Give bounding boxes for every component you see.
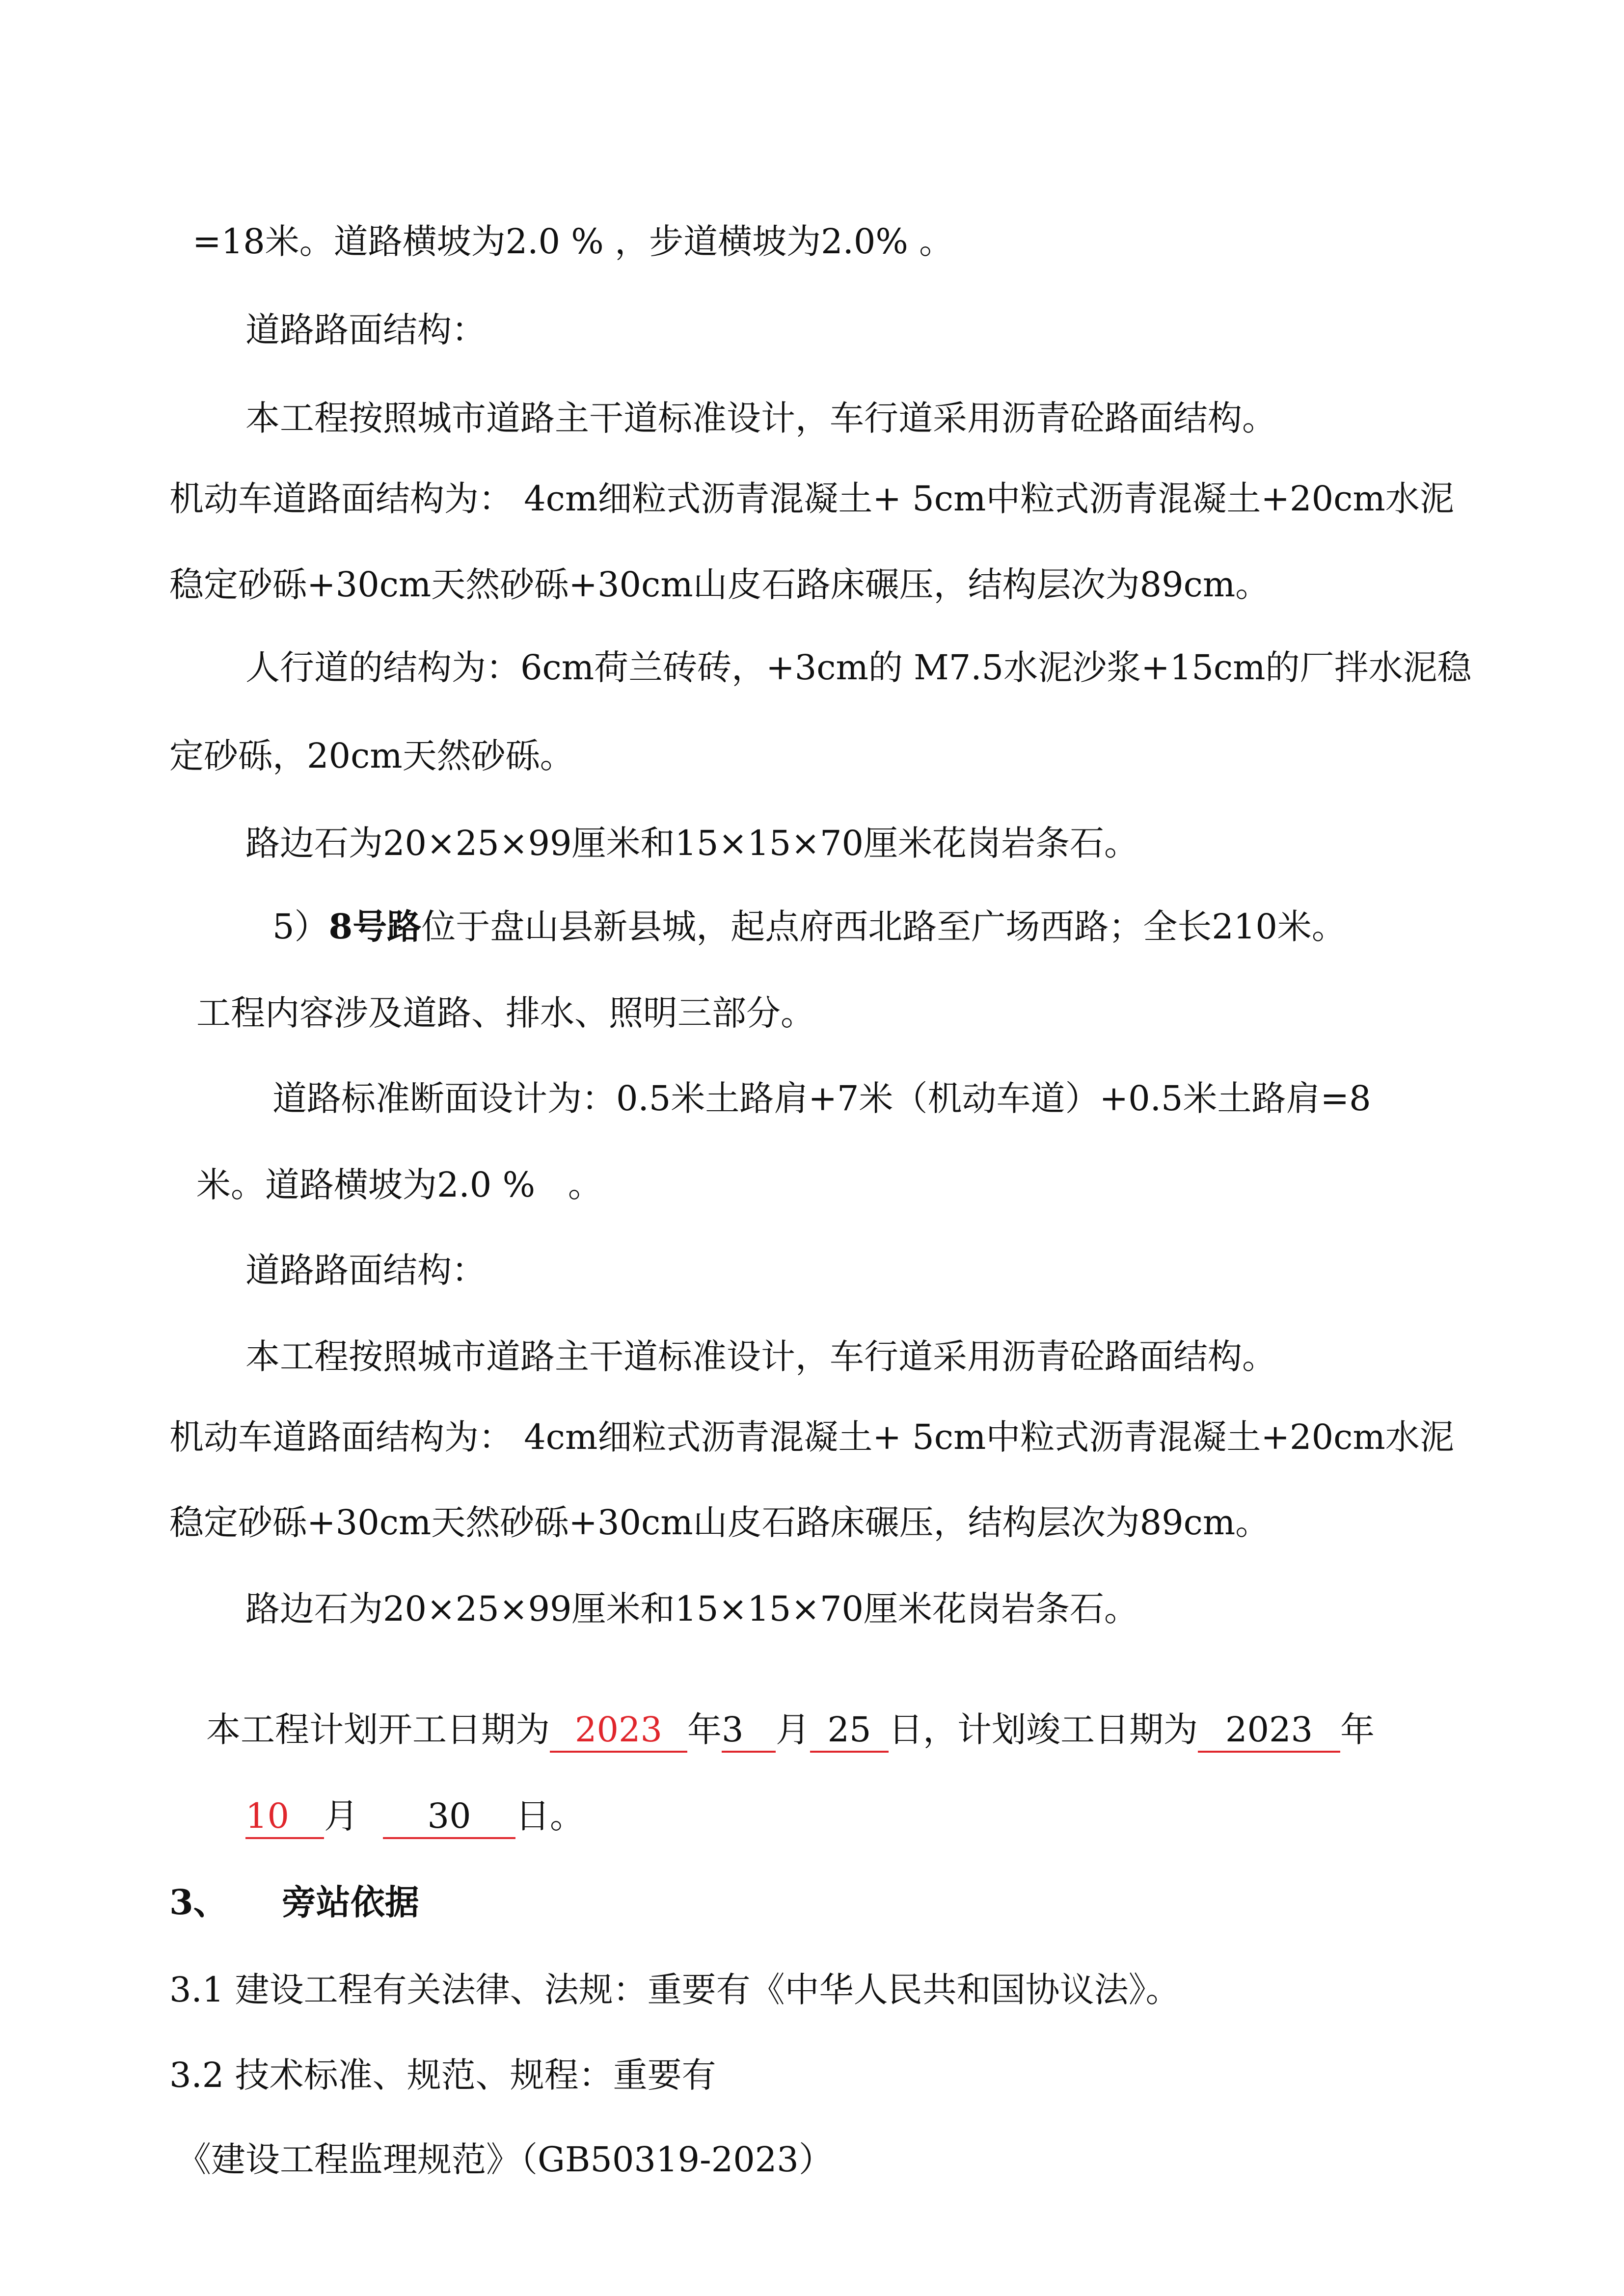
- paragraph-cross-section-cont: 米。道路横坡为2.0 % 。: [196, 1165, 602, 1205]
- section-3-item-3: 《建设工程监理规范》（GB50319-2023）: [177, 2139, 833, 2180]
- paragraph-cross-slope: =18米。道路横坡为2.0 % ，步道横坡为2.0% 。: [192, 221, 954, 262]
- end-day-char: 日。: [515, 1796, 584, 1836]
- schedule-end-label: 日，计划竣工日期为: [889, 1709, 1198, 1750]
- paragraph-sidewalk-structure: 人行道的结构为：6cm荷兰砖砖，+3cm的 M7.5水泥沙浆+15cm的厂拌水泥稳: [245, 647, 1472, 688]
- end-day-field: 30: [383, 1795, 515, 1839]
- schedule-line-2: [245, 1792, 584, 1840]
- end-month-char: 月: [324, 1796, 358, 1836]
- section-title: 旁站依据: [281, 1882, 419, 1922]
- section-number: 3、: [169, 1882, 228, 1922]
- heading-pavement-structure: 道路路面结构：: [245, 310, 486, 350]
- paragraph-curbstone-2: 路边石为20×25×99厘米和15×15×70厘米花岗岩条石。: [245, 1589, 1139, 1629]
- end-year-field: 2023: [1198, 1709, 1340, 1753]
- paragraph-curbstone: 路边石为20×25×99厘米和15×15×70厘米花岗岩条石。: [245, 823, 1139, 863]
- year-char: 年: [687, 1709, 722, 1750]
- paragraph-motor-lane-structure-cont: 稳定砂砾+30cm天然砂砾+30cm山皮石路床碾压，结构层次为89cm。: [169, 564, 1270, 605]
- paragraph-cross-section: 道路标准断面设计为：0.5米土路肩+7米（机动车道）+0.5米土路肩=8: [272, 1078, 1371, 1119]
- start-year-field: 2023: [550, 1709, 687, 1753]
- start-month-field: 3: [722, 1709, 776, 1753]
- paragraph-road-8-intro: [272, 903, 1346, 950]
- paragraph-motor-lane-structure: 机动车道路面结构为： 4cm细粒式沥青混凝土+ 5cm中粒式沥青混凝土+20cm水泥: [169, 479, 1454, 519]
- paragraph-design-standard: 本工程按照城市道路主干道标准设计，车行道采用沥青砼路面结构。: [245, 398, 1276, 438]
- end-year-char: 年: [1340, 1709, 1375, 1750]
- paragraph-motor-lane-structure-2: 机动车道路面结构为： 4cm细粒式沥青混凝土+ 5cm中粒式沥青混凝土+20cm水泥: [169, 1417, 1454, 1457]
- road-name: 8号路: [328, 906, 422, 947]
- road-description: 位于盘山县新县城，起点府西北路至广场西路；全长210米。: [421, 907, 1346, 947]
- section-3-heading: [169, 1879, 419, 1926]
- section-3-item-2: 3.2 技术标准、规范、规程：重要有: [169, 2055, 716, 2095]
- schedule-line-1: [206, 1706, 1375, 1753]
- paragraph-sidewalk-structure-cont: 定砂砾，20cm天然砂砾。: [169, 736, 574, 776]
- schedule-start-label: 本工程计划开工日期为: [206, 1709, 550, 1750]
- paragraph-motor-lane-structure-2-cont: 稳定砂砾+30cm天然砂砾+30cm山皮石路床碾压，结构层次为89cm。: [169, 1502, 1270, 1543]
- month-char: 月: [776, 1709, 810, 1750]
- start-day-field: 25: [810, 1709, 889, 1753]
- item-number: 5）: [272, 907, 329, 947]
- heading-pavement-structure-2: 道路路面结构：: [245, 1250, 486, 1290]
- paragraph-work-scope: 工程内容涉及道路、排水、照明三部分。: [196, 993, 815, 1033]
- section-3-item-1: 3.1 建设工程有关法律、法规：重要有《中华人民共和国协议法》。: [169, 1970, 1180, 2010]
- end-month-field: 10: [245, 1795, 324, 1839]
- paragraph-design-standard-2: 本工程按照城市道路主干道标准设计，车行道采用沥青砼路面结构。: [245, 1336, 1276, 1377]
